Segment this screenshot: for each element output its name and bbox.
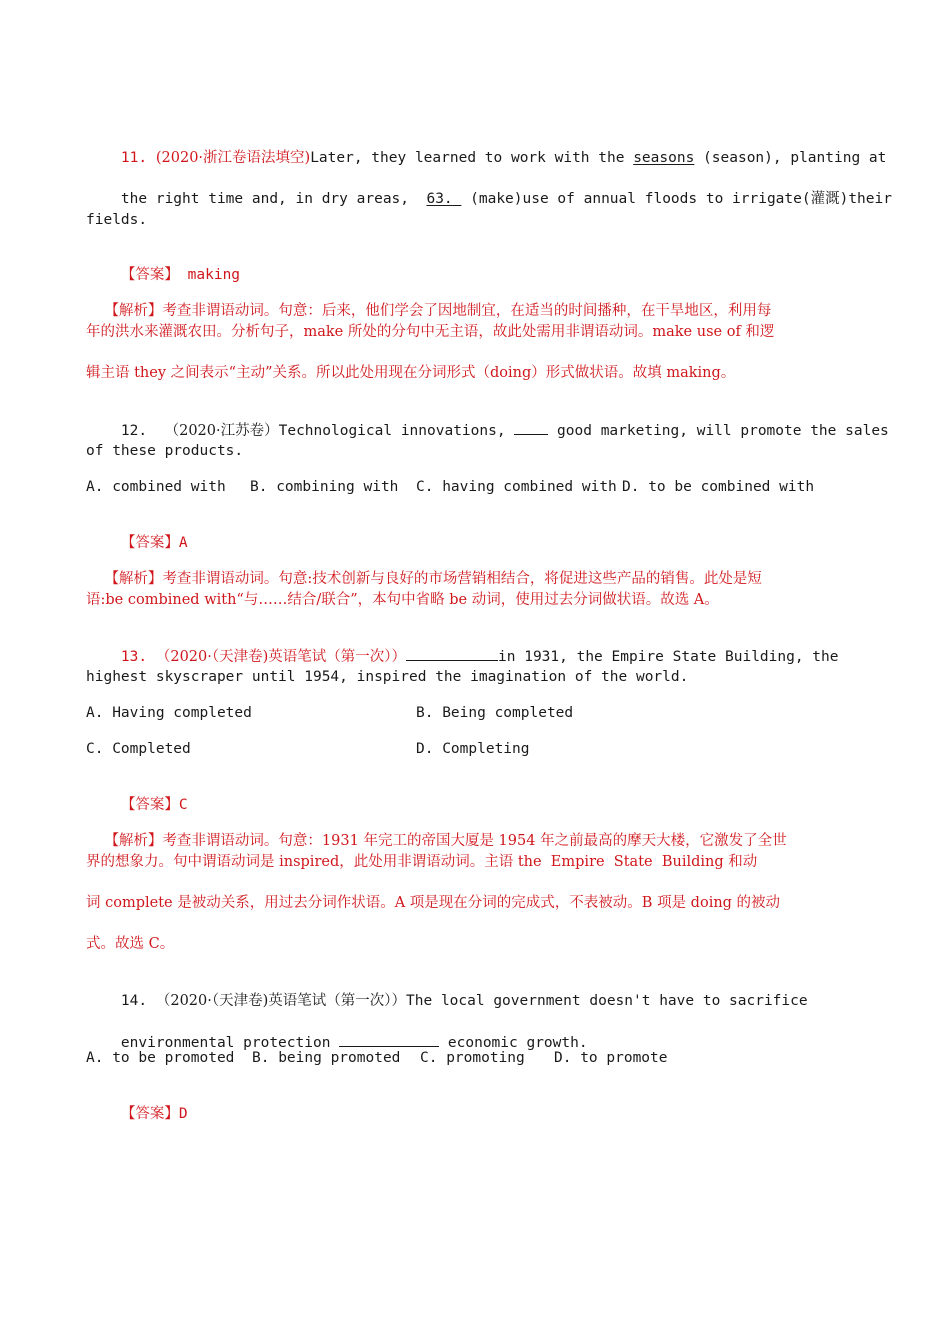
q12-text-1a: Technological innovations, [278, 423, 515, 439]
q11-text-2a: the right time and, in dry areas, [120, 191, 418, 207]
q11-text-1a: Later, they learned to work with the [310, 150, 634, 166]
q14-option-d: D. to promote [554, 1050, 668, 1066]
q11-blank: 63. [426, 191, 453, 207]
q13-line-2: highest skyscraper until 1954, inspired the imagination of the world. [86, 669, 689, 685]
q14-text-2b: economic growth. [439, 1035, 588, 1051]
q12-option-a: A. combined with [86, 479, 226, 495]
q11-analysis-2: 年的洪水来灌溉农田。分析句子，make 所处的分句中无主语，故此处需用非谓语动词。make use of 和逻 [86, 324, 775, 340]
q12-analysis-2: 语:be combined with“与……结合/联合”，本句中省略 be 动词，使用过去分词做状语。故选 A。 [86, 592, 719, 608]
q14-answer-label: 【答案】 [120, 1106, 179, 1122]
q13-option-b: B. Being completed [416, 705, 574, 721]
q13-analysis-4: 式。故选 C。 [86, 936, 175, 952]
q11-seasons: seasons [633, 150, 695, 166]
q11-answer-value: making [187, 267, 241, 283]
q14-option-b: B. being promoted [252, 1050, 401, 1066]
q13-answer-value: C [178, 797, 188, 813]
q11-analysis-1: 【解析】考查非谓语动词。句意：后来，他们学会了因地制宜，在适当的时间播种，在干旱地区，利用每 [104, 303, 772, 319]
q11-analysis-label: 【解析】 [104, 303, 163, 319]
q13-analysis-2: 界的想象力。句中谓语动词是 inspired，此处用非谓语动词。主语 the Empire State Building 和动 [86, 854, 758, 870]
q13-analysis-3: 词 complete 是被动关系，用过去分词作状语。A 项是现在分词的完成式，不表被动。B 项是 doing 的被动 [86, 895, 781, 911]
q12-option-b: B. combining with [250, 479, 399, 495]
q11-source: (2020·浙江卷语法填空) [155, 150, 311, 166]
q13-option-a: A. Having completed [86, 705, 252, 721]
q11-line-2 [86, 169, 892, 229]
q13-option-c: C. Completed [86, 741, 191, 757]
q13-blank [406, 646, 498, 661]
q11-answer-label: 【答案】 [120, 267, 179, 283]
q12-line-2: of these products. [86, 443, 244, 459]
q11-number: 11. [120, 150, 148, 166]
q13-option-d: D. Completing [416, 741, 530, 757]
q12-analysis-label: 【解析】 [104, 571, 163, 587]
q14-source: （2020·（天津卷)英语笔试（第一次）） [155, 993, 407, 1009]
q13-source: （2020·（天津卷)英语笔试（第一次）） [155, 649, 407, 665]
q13-answer-label: 【答案】 [120, 797, 179, 813]
q14-option-c: C. promoting [420, 1050, 525, 1066]
q14-text-1b: The local government doesn't have to sacrifice [406, 993, 808, 1009]
q13-number: 13. [120, 649, 148, 665]
q14-answer-value: D [178, 1106, 188, 1122]
q12-answer-value: A [178, 535, 188, 551]
q11-line-3: fields. [86, 212, 148, 228]
q14-blank [339, 1032, 439, 1047]
q12-answer-label: 【答案】 [120, 535, 179, 551]
q11-text-2b: (make)use of annual floods to irrigate(灌溉)their [461, 191, 892, 207]
q14-text-2a: environmental protection [120, 1035, 340, 1051]
q14-number: 14. [120, 993, 148, 1009]
q12-number: 12. [120, 423, 148, 439]
q13-analysis-1: 【解析】考查非谓语动词。句意：1931 年完工的帝国大厦是 1954 年之前最高的摩天大楼，它激发了全世 [104, 833, 787, 849]
q12-source: （2020·江苏卷） [164, 423, 279, 439]
q13-analysis-label: 【解析】 [104, 833, 163, 849]
q11-text-1b: (season), planting at [694, 150, 887, 166]
q12-option-d: D. to be combined with [622, 479, 815, 495]
q12-blank [514, 420, 548, 435]
q11-analysis-3: 辑主语 they 之间表示“主动”关系。所以此处用现在分词形式（doing）形式做状语。故填 making。 [86, 365, 736, 381]
q12-text-1b: good marketing, will promote the sales [548, 423, 889, 439]
q14-option-a: A. to be promoted [86, 1050, 235, 1066]
q13-text-1b: in 1931, the Empire State Building, the [498, 649, 839, 665]
q12-option-c: C. having combined with [416, 479, 617, 495]
q14-answer [86, 1084, 188, 1144]
q12-analysis-1: 【解析】考查非谓语动词。句意:技术创新与良好的市场营销相结合，将促进这些产品的销售。此处是短 [104, 571, 762, 587]
